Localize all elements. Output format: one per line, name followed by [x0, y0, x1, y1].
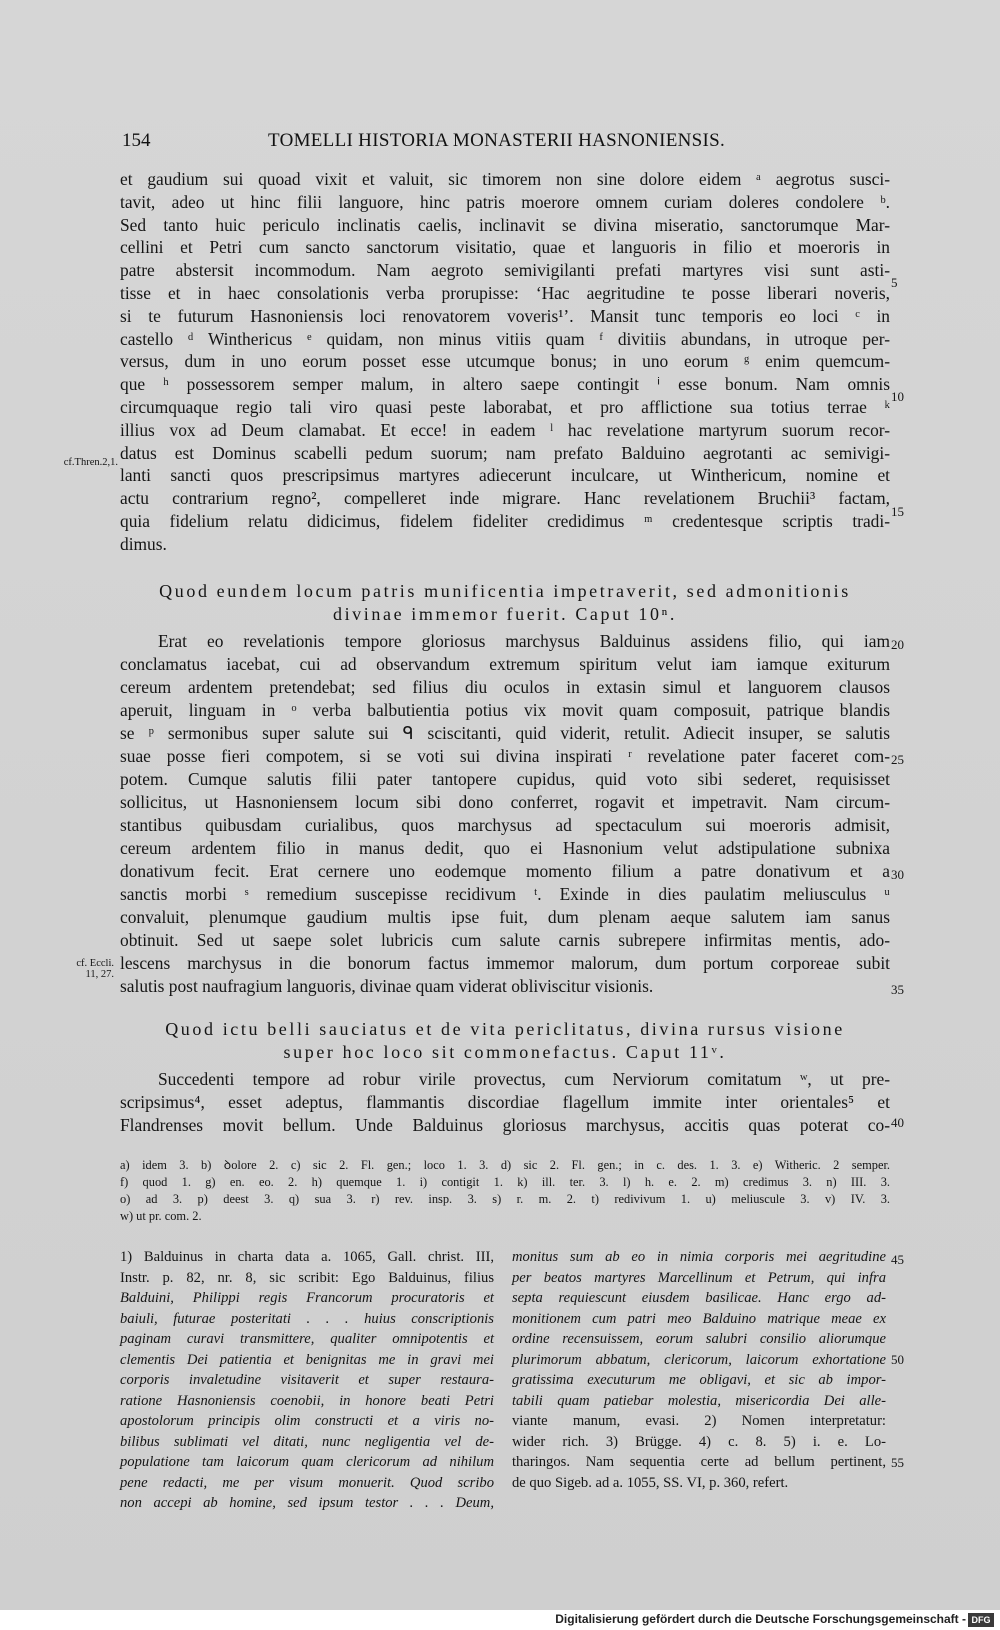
text-line: si te futurum Hasnoniensis loci renovatorem voveris¹ʼ. Mansit tunc temporis eo loci ᶜ in — [120, 305, 890, 326]
footnote-line: wider rich. 3) Brügge. 4) c. 8. 5) i. e. Lo- — [512, 1433, 886, 1450]
text-line: circumquaque regio tali viro quasi peste laborabat, et pro afflictione sua totius terrae ᵏ — [120, 397, 890, 417]
line-number: 55 — [891, 1455, 904, 1470]
chapter-heading-11-line2: super hoc loco sit commonefactus. Caput 11ᵛ. — [283, 1042, 727, 1062]
text-line: versus, dum in uno eorum posset esse utcumque bonus; in uno eorum ᵍ enim quemcum- — [120, 351, 890, 372]
text-line: quia fidelium relatu didicimus, fidelem fideliter credidimus ᵐ credentesque scriptis tradi- — [120, 511, 890, 531]
text-line: cereum ardentem pretendebat; sed filius diu oculos in extasin simul et languorem clausos — [120, 677, 890, 697]
footnote-line: monitus sum ab eo in nimia corporis mei aegritudine — [512, 1249, 886, 1265]
text-line: cellini et Petri cum sancto sanctorum visitatio, quae et languoris in filio et moeroris in — [120, 237, 890, 258]
text-line: lescens marchysus in die bonorum factus immemor malorum, dum portum corporeae subit — [120, 953, 890, 973]
text-line: Sed tanto huic periculo inclinatis caelis, inclinavit se divina miseratio, sanctorumque Mar- — [120, 214, 890, 235]
footnote-line: 1) Balduinus in charta data a. 1065, Gall. christ. III, — [120, 1249, 494, 1265]
funding-credit: Digitalisierung gefördert durch die Deutsche Forschungsgemeinschaft - — [555, 1612, 966, 1626]
footnote-line: paginam curavi transmittere, qualiter omnipotentis et — [120, 1331, 494, 1347]
line-number: 15 — [891, 504, 904, 519]
footnote-line: pene redacti, me per visum monuerit. Quod scribo — [120, 1474, 494, 1491]
text-line: tisse et in haec consolationis verba prorupisse: ʻHac aegritudine te posse liberari noveris, — [120, 283, 890, 303]
line-number: 25 — [891, 752, 904, 767]
footnote-line: septa requiescunt eiusdem basilicae. Hanc ergo ad- — [512, 1290, 886, 1306]
footnote-line: non accepi ab homine, sed ipsum testor . . . Deum, — [120, 1495, 494, 1511]
footnote-line: bilibus sublimati vel ditati, nunc negligentia vel de- — [120, 1433, 494, 1450]
line-number: 30 — [891, 867, 904, 882]
line-number: 10 — [891, 389, 904, 404]
margin-note-threni: cf.Thren.2,1. — [63, 457, 118, 468]
text-line: tavit, adeo ut hinc filii languore, hinc patris moerore omnem curiam doleres condolere ᵇ. — [120, 191, 890, 212]
variant-line: f) quod 1. g) en. eo. 2. h) quemque 1. i) contigit 1. k) ill. ter. 3. l) h. e. 2. m) credimus 3. n) III. 3. — [120, 1175, 890, 1189]
text-line: se ᵖ sermonibus super salute sui ᑫ sciscitanti, quid viderit, retulit. Adiecit insuper, se salutis — [120, 723, 890, 743]
text-line: scripsimus⁴, esset adeptus, flammantis discordiae flagellum immite inter orientales⁵ et — [120, 1092, 890, 1112]
text-line: Flandrenses movit bellum. Unde Balduinus gloriosus marchysus, accitis quas poterat co- — [120, 1115, 890, 1135]
text-line: convaluit, plenumque gaudium multis ipse fuit, dum plenam aeque salutem iam sanus — [120, 907, 890, 927]
footnote-line: apostolorum principis olim constructi et a viris no- — [120, 1413, 494, 1429]
line-number: 50 — [891, 1352, 904, 1367]
margin-note-eccli-1: cf. Eccli. — [76, 958, 114, 969]
footnote-line: gratissima executurum me obligavi, et sic ab impor- — [512, 1372, 886, 1388]
page-header — [118, 130, 888, 158]
margin-note-eccli-2: 11, 27. — [85, 969, 114, 980]
text-line: aperuit, linguam in ᵒ verba balbutientia potius vix movit quam composuit, patrique blandis — [120, 700, 890, 720]
footnotes-right-column — [512, 1247, 886, 1507]
text-line: Succedenti tempore ad robur virile provectus, cum Nerviorum comitatum ʷ, ut pre- — [158, 1069, 890, 1089]
text-line: datus est Dominus scabelli pedum suorum; nam prefato Balduino aegrotanti ac semivigi- — [120, 442, 890, 463]
text-line: obtinuit. Sed ut saepe solet lubricis cum salute carnis subrepere infirmitas mentis, ado- — [120, 930, 890, 950]
dfg-logo: DFG — [968, 1613, 994, 1627]
variant-apparatus — [120, 1156, 890, 1236]
text-line: castello ᵈ Winthericus ᵉ quidam, non minus vitiis quam ᶠ divitiis abundans, in utroque per- — [120, 328, 890, 349]
footnote-line: viante manum, evasi. 2) Nomen interpretatur: — [512, 1413, 886, 1429]
footnote-line: per beatos martyres Marcellinum et Petrum, qui infra — [512, 1269, 886, 1286]
footnote-line: Instr. p. 82, nr. 8, sic scribit: Ego Balduinus, filius — [120, 1269, 494, 1286]
text-line: actu contrarium regno², compelleret inde migrare. Hanc revelationem Bruchii³ factam, — [120, 488, 890, 509]
footnote-line: tabili quam patiebar molestia, misericordia Dei alle- — [512, 1392, 886, 1409]
footnote-line: tharingos. Nam sequentia certe ad bellum pertinent, — [512, 1454, 886, 1470]
text-line: dimus. — [120, 533, 167, 554]
chapter-heading-10-line2: divinae immemor fuerit. Caput 10ⁿ. — [332, 604, 677, 624]
line-number: 35 — [891, 982, 904, 997]
text-line: lanti sancti quos prescripsimus martyres adiecerunt inculcare, ut Winthericum, nomine et — [120, 465, 890, 486]
text-line: patre abstersit incommodum. Nam aegroto semivigilanti prefati martyres visi sunt asti- — [120, 260, 890, 281]
text-line: sanctis morbi ˢ remedium suscepisse recidivum ᵗ. Exinde in dies paulatim meliusculus ᵘ — [120, 884, 890, 904]
line-number: 45 — [891, 1252, 904, 1267]
footnote-line: populatione tam laicorum quam clericorum ad nihilum — [120, 1454, 494, 1470]
variant-line: o) ad 3. p) deest 3. q) sua 3. r) rev. insp. 3. s) r. m. 2. t) redivivum 1. u) meliuscule 3. v) IV. 3. — [120, 1192, 890, 1206]
line-number: 40 — [891, 1115, 904, 1130]
text-line: salutis post naufragium languoris, divinae quam viderat obliviscitur visionis. — [120, 976, 654, 996]
text-line: cereum ardentem filio in manus dedit, quo ei Hasnonium velut adstipulatione subnixa — [120, 838, 890, 858]
footnote-line: clementis Dei patientia et benignitas me in gravi mei — [120, 1351, 494, 1368]
footnote-line: monitionem cum patri meo Balduino matrique meae ex — [512, 1310, 886, 1327]
text-line: potem. Cumque salutis filii pater tantopere cupidus, quid voto sibi sederet, requisisset — [120, 769, 890, 789]
footnote-line: corporis invaletudine visitaverit et super restaura- — [120, 1372, 494, 1388]
footnote-line: plurimorum abbatum, clericorum, laicorum exhortatione — [512, 1351, 886, 1368]
text-line: illius vox ad Deum clamabat. Et ecce! in eadem ˡ hac revelatione martyrum suorum recor- — [120, 419, 890, 440]
line-number: 20 — [891, 637, 904, 652]
chapter-heading-11-line1: Quod ictu belli sauciatus et de vita periclitatus, divina rursus visione — [165, 1019, 845, 1039]
text-line: sollicitus, ut Hasnoniensem locum sibi dono conferret, rogavit et impetravit. Nam circum- — [120, 792, 890, 812]
text-line: donativum fecit. Erat cernere uno eodemque momento filium a patre donativum et a — [120, 861, 890, 881]
page-number: 154 — [122, 130, 151, 151]
footnote-line: baiuli, futurae posteritati . . . huius conscriptionis — [120, 1310, 494, 1327]
footnote-line: de quo Sigeb. ad a. 1055, SS. VI, p. 360, refert. — [512, 1474, 789, 1491]
footnote-line: ratione Hasnoniensis coenobii, in honore beati Petri — [120, 1392, 494, 1409]
text-line: conclamatus iacebat, cui ad observandum extremum spiritum velut iam iamque exiturum — [120, 654, 890, 674]
text-line: que ʰ possessorem semper malum, in altero saepe contingit ⁱ esse bonum. Nam omnis — [120, 374, 890, 395]
variant-line: w) ut pr. com. 2. — [120, 1209, 202, 1223]
text-line: et gaudium sui quoad vixit et valuit, sic timorem non sine dolore eidem ᵃ aegrotus susci- — [120, 169, 890, 189]
credit-bar — [0, 1610, 1000, 1630]
footnote-line: ordine recensuissem, eorum salubri consilio aliorumque — [512, 1331, 886, 1347]
text-line: stantibus quibusdam curialibus, quos marchysus ad spectaculum sui moeroris admisit, — [120, 815, 890, 835]
text-line: Erat eo revelationis tempore gloriosus marchysus Balduinus assidens filio, qui iam — [158, 631, 890, 651]
variant-line: a) idem 3. b) ꝺolore 2. c) sic 2. Fl. gen.; loco 1. 3. d) sic 2. Fl. gen.; in c. des. 1. 3. e) Witheric. 2 semper. — [120, 1158, 890, 1172]
running-title: TOMELLI HISTORIA MONASTERII HASNONIENSIS. — [268, 130, 726, 151]
footnotes-left-column — [120, 1247, 494, 1527]
footnote-line: Balduini, Philippi regis Francorum procuratoris et — [120, 1290, 494, 1306]
line-number: 5 — [891, 275, 898, 290]
text-line: suae posse fieri compotem, si se voti sui divina inspirati ʳ revelatione pater faceret com- — [120, 746, 890, 766]
chapter-heading-10-line1: Quod eundem locum patris munificentia impetraverit, sed admonitionis — [159, 581, 851, 601]
